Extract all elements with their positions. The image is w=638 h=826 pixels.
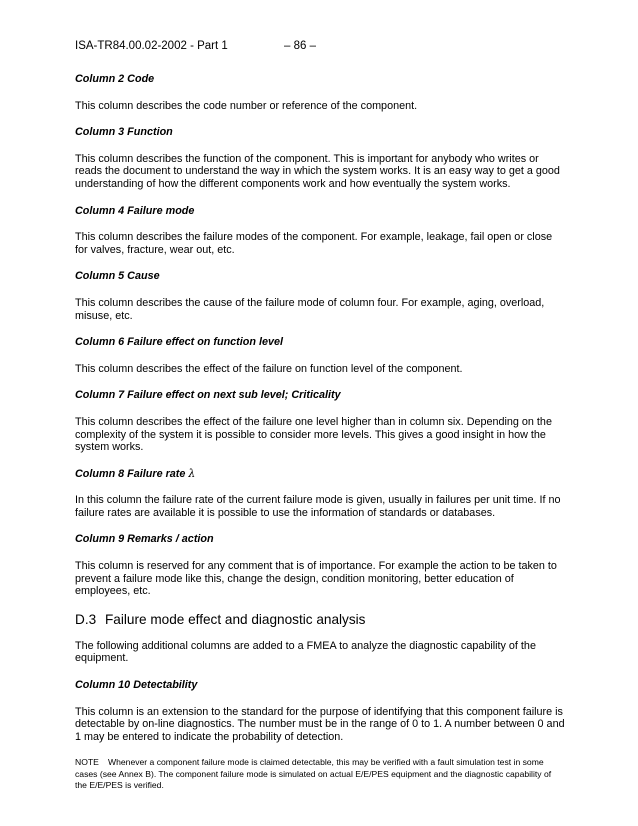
column-2-heading: Column 2 Code — [75, 73, 155, 85]
column-10-description: This column is an extension to the standard for the purpose of identifying that this component failure is detectable by on-line diagnostics. The number must be in the range of 0 to 1. A number between 0 and 1 may be entered to indicate the probability of detection. — [75, 705, 565, 743]
column-7-heading: Column 7 Failure effect on next sub level; Criticality — [75, 389, 341, 402]
column-3-heading: Column 3 Function — [75, 126, 173, 139]
column-8-heading: Column 8 Failure rate — [75, 467, 189, 480]
column-7-description: This column describes the effect of the failure one level higher than in column six. Depending on the complexity of the system it is possible to consider more levels. This gives a good insight in how the system works. — [75, 415, 552, 454]
column-10-heading: Column 10 Detectability — [75, 679, 198, 692]
column-8-description: In this column the failure rate of the current failure mode is given, usually in failures per unit time. If no failure rates are available it is possible to use the information of standards or databases. — [75, 494, 561, 519]
column-4-heading: Column 4 Failure mode — [75, 204, 195, 217]
column-9-heading: Column 9 Remarks / action — [75, 533, 214, 546]
note — [75, 757, 565, 791]
column-5-heading: Column 5 Cause — [75, 270, 160, 283]
page-number: – 86 – — [284, 40, 316, 52]
column-8-heading-wrapper — [75, 468, 565, 481]
section-heading — [75, 612, 565, 628]
note-label: NOTE — [75, 757, 99, 768]
lambda-symbol: λ — [188, 466, 196, 480]
column-2-description: This column describes the code number or reference of the component. — [75, 99, 418, 112]
page-body — [75, 73, 565, 791]
document-id: ISA-TR84.00.02-2002 - Part 1 — [75, 40, 228, 52]
column-4-description: This column describes the failure modes of the component. For example, leakage, fail open or close for valves, fracture, wear out, etc. — [75, 231, 553, 256]
section-number: D.3 — [75, 611, 97, 627]
section-intro: The following additional columns are added to a FMEA to analyze the diagnostic capability of the equipment. — [75, 639, 536, 665]
column-3-description: This column describes the function of the component. This is important for anybody who writes or reads the document to understand the way in which the system works. It is an easy way to get a good understanding of how the different components work and how eventually the system works. — [75, 152, 560, 190]
note-text: Whenever a component failure mode is claimed detectable, this may be verified with a fault simulation test in some cases (see Annex B). The component failure mode is simulated on actual E/E/PES equipment and the diagnostic capability of the E/E/PES is verified. — [75, 757, 552, 790]
column-9-description: This column is reserved for any comment that is of importance. For example the action to be taken to prevent a failure mode like this, change the design, condition monitoring, better education of employees, etc. — [75, 560, 557, 598]
column-6-heading: Column 6 Failure effect on function level — [75, 336, 283, 349]
section-title: Failure mode effect and diagnostic analysis — [105, 611, 366, 627]
column-5-description: This column describes the cause of the failure mode of column four. For example, aging, overload, misuse, etc. — [75, 296, 545, 322]
column-6-description: This column describes the effect of the failure on function level of the component. — [75, 362, 463, 375]
